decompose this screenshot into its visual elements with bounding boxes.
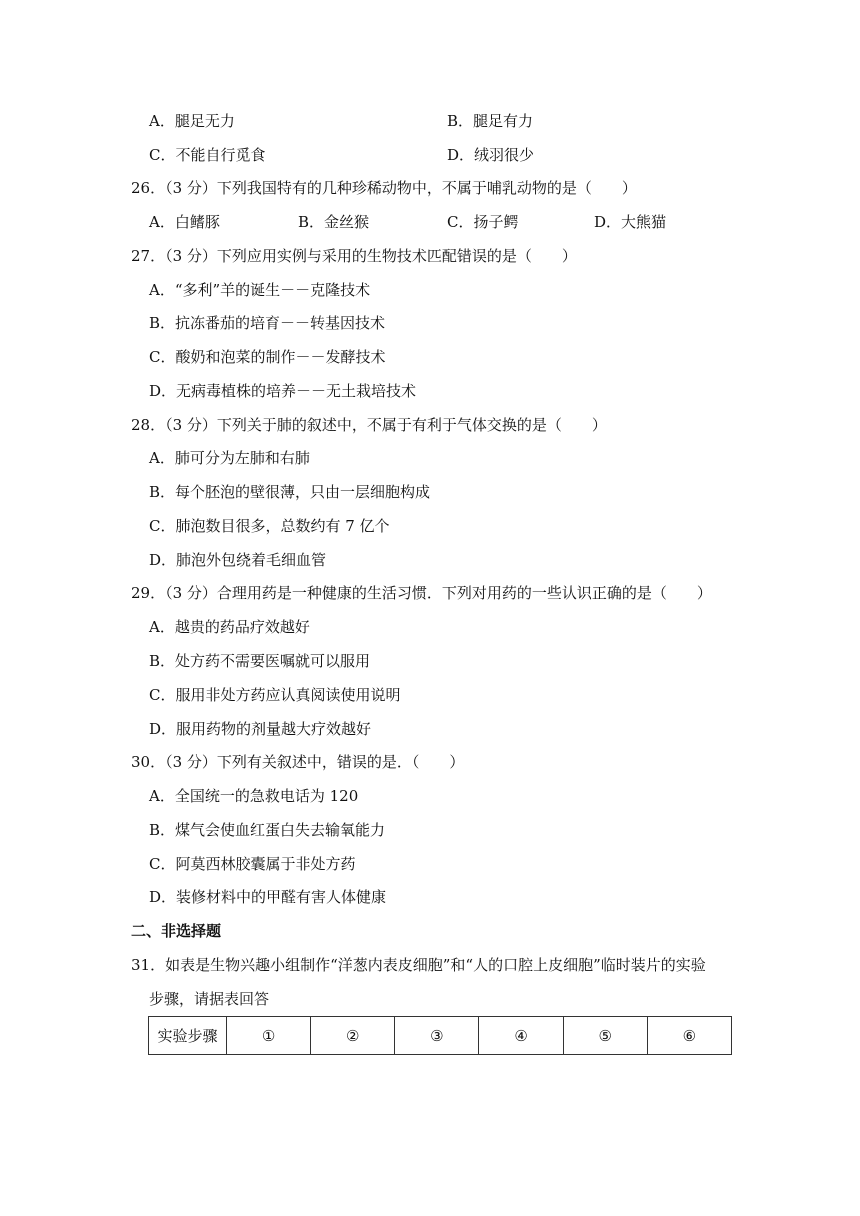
q26-option-c: C．扬子鳄 xyxy=(447,213,519,231)
q25-option-d: D．绒羽很少 xyxy=(447,146,535,164)
q31-stem-line2: 步骤，请据表回答 xyxy=(149,990,270,1008)
q27-stem: 27．（3 分）下列应用实例与采用的生物技术匹配错误的是（ ） xyxy=(131,247,577,265)
q27-option-a: A．“多利”羊的诞生－－克隆技术 xyxy=(149,281,371,299)
q28-option-c: C．肺泡数目很多，总数约有 7 亿个 xyxy=(149,517,390,535)
step-cell-3: ③ xyxy=(395,1017,479,1055)
q28-option-d: D．肺泡外包绕着毛细血管 xyxy=(149,551,327,569)
q29-option-a: A．越贵的药品疗效越好 xyxy=(149,618,310,636)
q26-option-d: D．大熊猫 xyxy=(594,213,667,231)
section-heading: 二、非选择题 xyxy=(131,922,222,940)
q28-stem: 28．（3 分）下列关于肺的叙述中，不属于有利于气体交换的是（ ） xyxy=(131,416,607,434)
q30-option-c: C．阿莫西林胶囊属于非处方药 xyxy=(149,855,356,873)
q31-stem-line1: 31．如表是生物兴趣小组制作“洋葱内表皮细胞”和“人的口腔上皮细胞”临时装片的实验 xyxy=(131,956,706,974)
q29-stem: 29．（3 分）合理用药是一种健康的生活习惯．下列对用药的一些认识正确的是（ ） xyxy=(131,584,712,602)
step-cell-2: ② xyxy=(311,1017,395,1055)
table-header-cell: 实验步骤 xyxy=(149,1017,227,1055)
q30-option-b: B．煤气会使血红蛋白失去输氧能力 xyxy=(149,821,386,839)
q25-option-a: A．腿足无力 xyxy=(149,112,235,130)
q25-option-b: B．腿足有力 xyxy=(447,112,534,130)
experiment-steps-table xyxy=(148,1016,732,1055)
q26-option-a: A．白鳍豚 xyxy=(149,213,220,231)
step-cell-1: ① xyxy=(227,1017,311,1055)
q29-option-b: B．处方药不需要医嘱就可以服用 xyxy=(149,652,371,670)
table-row xyxy=(149,1017,732,1055)
q29-option-c: C．服用非处方药应认真阅读使用说明 xyxy=(149,686,401,704)
step-cell-6: ⑥ xyxy=(647,1017,731,1055)
q26-option-b: B．金丝猴 xyxy=(298,213,370,231)
q27-option-d: D．无病毒植株的培养－－无土栽培技术 xyxy=(149,382,417,400)
q30-option-a: A．全国统一的急救电话为 120 xyxy=(149,787,359,805)
q26-stem: 26．（3 分）下列我国特有的几种珍稀动物中，不属于哺乳动物的是（ ） xyxy=(131,179,637,197)
q27-option-c: C．酸奶和泡菜的制作－－发酵技术 xyxy=(149,348,386,366)
step-cell-4: ④ xyxy=(479,1017,563,1055)
q30-option-d: D．装修材料中的甲醛有害人体健康 xyxy=(149,888,387,906)
step-cell-5: ⑤ xyxy=(563,1017,647,1055)
q30-stem: 30．（3 分）下列有关叙述中，错误的是．（ ） xyxy=(131,753,465,771)
q25-option-c: C．不能自行觅食 xyxy=(149,146,266,164)
q27-option-b: B．抗冻番茄的培育－－转基因技术 xyxy=(149,314,386,332)
q28-option-a: A．肺可分为左肺和右肺 xyxy=(149,449,310,467)
q28-option-b: B．每个胚泡的壁很薄，只由一层细胞构成 xyxy=(149,483,431,501)
q29-option-d: D．服用药物的剂量越大疗效越好 xyxy=(149,720,372,738)
